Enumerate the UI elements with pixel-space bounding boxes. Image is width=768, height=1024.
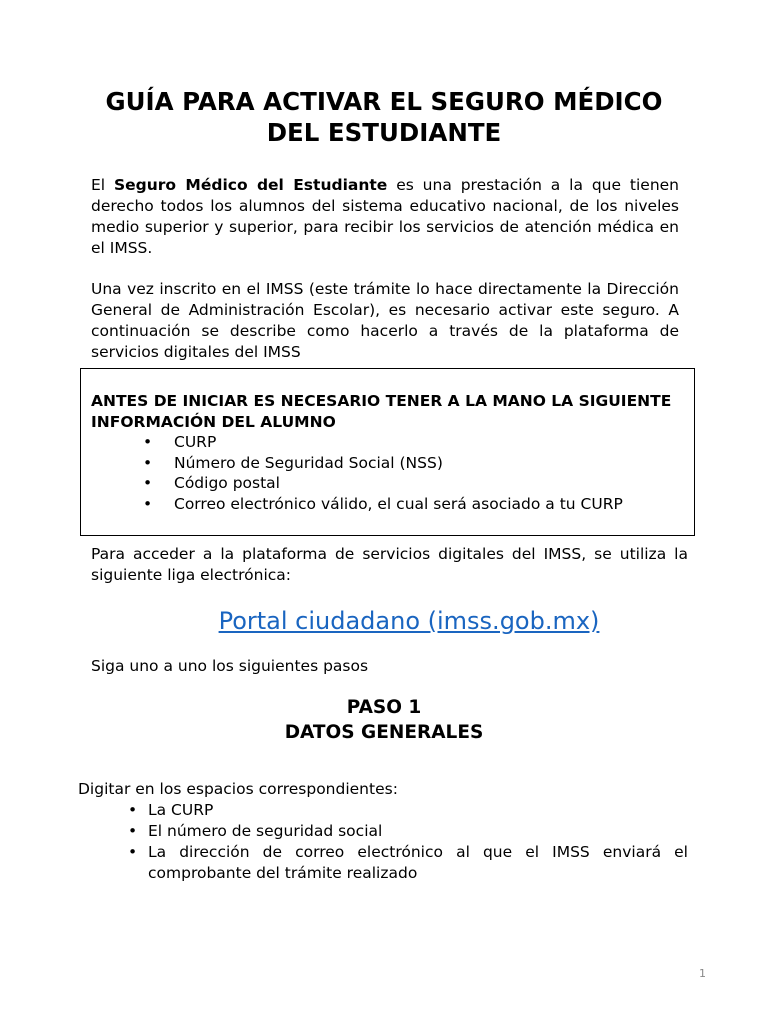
intro-bold-term: Seguro Médico del Estudiante [113,176,388,194]
step-instruction: Digitar en los espacios correspondientes: [78,780,398,798]
bullet-icon: • [143,453,153,472]
bullet-icon: • [143,474,153,492]
list-item [91,473,623,494]
list-item-text: Código postal [174,474,280,492]
list-item-text: La CURP [148,801,214,819]
activation-paragraph: Una vez inscrito en el IMSS (este trámite lo hace directamente la Dirección General de Administración Escolar), es necesario activar este seguro. A continuación se describe como hacerlo a través de la plataforma de servicios digitales del IMSS [91,280,679,361]
intro-paragraph [91,175,679,259]
intro-rest: es una prestación a la que tienen derecho todos los alumnos del sistema educativo nacional, de los niveles medio superior y superior, para recibir los servicios de atención médica en el IMSS. [91,176,679,257]
list-item-text: La dirección de correo electrónico al que el IMSS enviará el comprobante del trámite realizado [148,843,688,882]
bullet-icon: • [143,433,153,451]
requirements-box [80,368,695,536]
intro-prefix: El [91,176,114,194]
step-heading [40,695,728,745]
document-title [40,86,728,148]
list-item [91,432,623,453]
list-item [91,453,623,474]
list-item [128,821,688,842]
list-item-text: Número de Seguridad Social (NSS) [174,453,443,472]
requirements-list [91,432,623,514]
bullet-icon: • [143,494,153,513]
bullet-icon: • [128,843,138,861]
list-item [128,842,688,884]
access-paragraph: Para acceder a la plataforma de servicios digitales del IMSS, se utiliza la siguiente liga electrónica: [91,545,688,584]
page-number: 1 [699,967,706,980]
requirements-title: ANTES DE INICIAR ES NECESARIO TENER A LA MANO LA SIGUIENTE INFORMACIÓN DEL ALUMNO [91,392,672,431]
title-line-1: GUÍA PARA ACTIVAR EL SEGURO MÉDICO [105,87,663,116]
list-item [128,800,688,821]
bullet-icon: • [128,801,138,819]
portal-link[interactable]: Portal ciudadano (imss.gob.mx) [218,607,600,635]
step-subtitle: DATOS GENERALES [284,722,484,743]
list-item-text: CURP [174,433,217,451]
steps-intro: Siga uno a uno los siguientes pasos [91,657,369,675]
bullet-icon: • [128,822,138,840]
list-item-text: El número de seguridad social [148,822,383,840]
list-item [91,494,623,515]
title-line-2: DEL ESTUDIANTE [266,118,502,147]
step-items-list [128,800,688,884]
step-title: PASO 1 [346,697,422,718]
list-item-text: Correo electrónico válido, el cual será asociado a tu CURP [174,494,623,513]
